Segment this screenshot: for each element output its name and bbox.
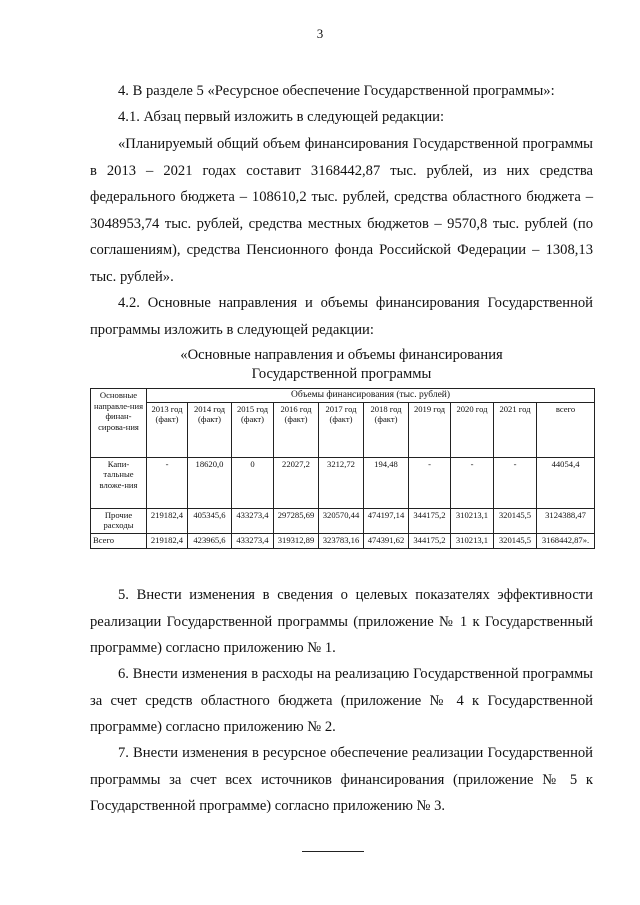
table-year-row bbox=[91, 402, 595, 457]
table-cell: - bbox=[451, 457, 494, 508]
row-label: Прочие расходы bbox=[91, 508, 147, 533]
table-cell: 0 bbox=[232, 457, 274, 508]
table-cell: 219182,4 bbox=[147, 533, 188, 548]
table-title-line-1: «Основные направления и объемы финансирования bbox=[180, 347, 503, 363]
header-year: 2016 год (факт) bbox=[274, 402, 319, 457]
header-year: 2013 год (факт) bbox=[147, 402, 188, 457]
table-cell: 219182,4 bbox=[147, 508, 188, 533]
header-financing-volume: Объемы финансирования (тыс. рублей) bbox=[147, 389, 595, 403]
table-cell: 320145,5 bbox=[494, 508, 537, 533]
table-cell: 320570,44 bbox=[319, 508, 364, 533]
header-year: 2015 год (факт) bbox=[232, 402, 274, 457]
table-cell: 310213,1 bbox=[451, 508, 494, 533]
table-cell: - bbox=[409, 457, 451, 508]
header-directions: Основные направле-ния финан-сирова-ния bbox=[91, 389, 147, 458]
table-cell: 3168442,87». bbox=[537, 533, 595, 548]
table-cell: 323783,16 bbox=[319, 533, 364, 548]
paragraph-5: 5. Внести изменения в сведения о целевых показателях эффективности реализации Государственной программы (приложение № 1 к Государственный программе) согласно приложению № 1. bbox=[90, 587, 593, 656]
table-cell: 474197,14 bbox=[364, 508, 409, 533]
table-cell: - bbox=[494, 457, 537, 508]
row-label: Всего bbox=[91, 533, 147, 548]
table-cell: 405345,6 bbox=[188, 508, 232, 533]
header-year: 2021 год bbox=[494, 402, 537, 457]
table-cell: 194,48 bbox=[364, 457, 409, 508]
table-cell: 18620,0 bbox=[188, 457, 232, 508]
table-cell: 319312,89 bbox=[274, 533, 319, 548]
table-cell: 344175,2 bbox=[409, 533, 451, 548]
table-cell: 320145,5 bbox=[494, 533, 537, 548]
table-cell: 297285,69 bbox=[274, 508, 319, 533]
paragraph-4-2: 4.2. Основные направления и объемы финансирования Государственной программы изложить в следующей редакции: bbox=[90, 295, 593, 338]
end-divider bbox=[302, 851, 364, 852]
paragraph-6: 6. Внести изменения в расходы на реализацию Государственной программы за счет средств областного бюджета (приложение № 4 к Государственной программе) согласно приложению № 2. bbox=[90, 666, 593, 735]
table-cell: 44054,4 bbox=[537, 457, 595, 508]
table-cell: 433273,4 bbox=[232, 533, 274, 548]
table-cell: 3124388,47 bbox=[537, 508, 595, 533]
table-cell: 3212,72 bbox=[319, 457, 364, 508]
table-title-line-2: Государственной программы bbox=[251, 366, 432, 382]
paragraph-4-1: 4.1. Абзац первый изложить в следующей редакции: bbox=[118, 109, 445, 125]
page-number: 3 bbox=[316, 26, 324, 41]
header-year: 2014 год (факт) bbox=[188, 402, 232, 457]
paragraph-section-5: 4. В разделе 5 «Ресурсное обеспечение Государственной программы»: bbox=[118, 83, 555, 99]
table-cell: 310213,1 bbox=[451, 533, 494, 548]
table-cell: 344175,2 bbox=[409, 508, 451, 533]
paragraph-quote-financing: «Планируемый общий объем финансирования Государственной программы в 2013 – 2021 годах составит 3168442,87 тыс. рублей, из них средства федерального бюджета – 108610,2 тыс. рублей, средства областного бюджета – 3048953,74 тыс. рублей, средства местных бюджетов – 9570,8 тыс. рублей (по соглашениям), средства Пенсионного фонда Российской Федерации – 1308,13 тыс. рублей». bbox=[90, 136, 593, 285]
table-row bbox=[91, 457, 595, 508]
header-year: 2020 год bbox=[451, 402, 494, 457]
table-row bbox=[91, 508, 595, 533]
table-cell: 474391,62 bbox=[364, 533, 409, 548]
table-header-row bbox=[91, 389, 595, 403]
header-year: 2018 год (факт) bbox=[364, 402, 409, 457]
header-year: 2019 год bbox=[409, 402, 451, 457]
financing-table bbox=[90, 388, 595, 549]
table-cell: 22027,2 bbox=[274, 457, 319, 508]
header-total: всего bbox=[537, 402, 595, 457]
table-cell: 423965,6 bbox=[188, 533, 232, 548]
table-cell: 433273,4 bbox=[232, 508, 274, 533]
row-label: Капи-тальные вложе-ния bbox=[91, 457, 147, 508]
header-year: 2017 год (факт) bbox=[319, 402, 364, 457]
table-row bbox=[91, 533, 595, 548]
table-cell: - bbox=[147, 457, 188, 508]
paragraph-7: 7. Внести изменения в ресурсное обеспечение реализации Государственной программы за счет всех источников финансирования (приложение № 5 к Государственной программе) согласно приложению № 3. bbox=[90, 745, 593, 814]
